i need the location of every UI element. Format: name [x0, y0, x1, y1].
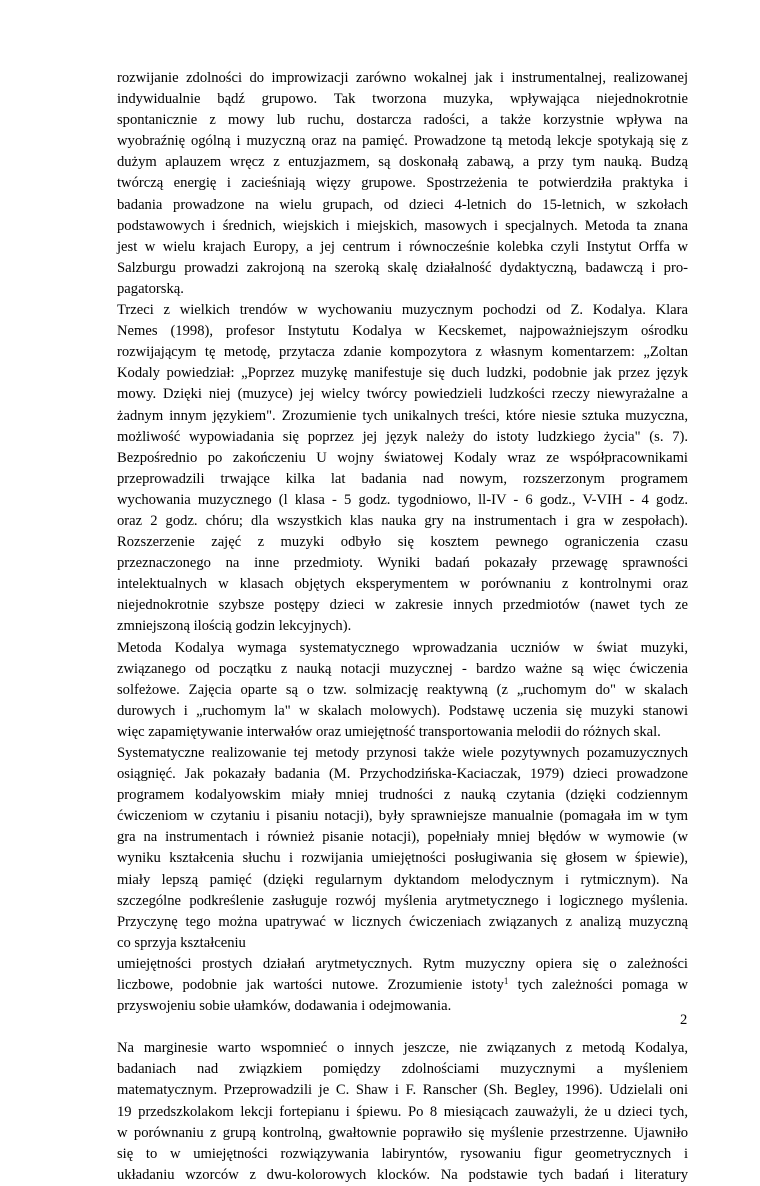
text-line: przeprowadzili trwające kilka lat badania nad nowym, rozszerzonym programem	[117, 470, 688, 487]
text-line: Systematyczne realizowanie tej metody przynosi także wiele pozytywnych pozamuzycznych	[117, 745, 688, 761]
text-line: podstawowych i średnich, wiejskich i miejskich, masowych i specjalnych. Metoda ta znana	[117, 217, 688, 234]
text-line: co sprzyja kształceniu	[117, 934, 246, 951]
text-line: osiągnięć. Jak pokazały badania (M. Przychodzińska-Kaciaczak, 1979) dzieci prowadzone	[117, 766, 688, 783]
text-line: dużym aplauzem wręcz z entuzjazmem, są doskonałą zabawą, a przy tym nauką. Budzą	[117, 154, 688, 171]
text-line: gra na instrumentach i również pisanie notacji), popełniały mniej błędów w wymowie (w	[117, 829, 688, 846]
text-line: solfeżowe. Zajęcia oparte są o tzw. solmizację reaktywną (z „ruchomym do" w skalach	[117, 681, 688, 698]
text-line: Nemes (1998), profesor Instytutu Kodalya w Kecskemet, najpoważniejszym ośrodku	[117, 323, 688, 340]
text-line: związanego od początku z nauką notacji muzycznej - bardzo ważne są więc ćwiczenia	[117, 660, 688, 677]
paragraph-margin-note	[117, 1038, 688, 1186]
footnote-marker[interactable]: 1	[503, 976, 509, 987]
text-line: układaniu wzorców z dwu-kolorowych klocków. Na podstawie tych badań i literatury	[117, 1166, 688, 1183]
paragraph-kodaly-method	[117, 638, 688, 743]
text-line: więc zapamiętywanie interwałów oraz umiejętność transportowania melodii do różnych skal.	[117, 723, 661, 740]
paragraph-kodaly-intro	[117, 300, 688, 638]
text-line: 19 przedszkolakom lekcji fortepianu i śpiewu. Po 8 miesiącach zauważyli, że u dzieci tych,	[117, 1103, 688, 1120]
text-line	[117, 975, 688, 996]
text-line: zmniejszoną ilością godzin lekcyjnych).	[117, 618, 352, 635]
text-line: możliwość wypowiadania się poprzez jej język należy do istoty ludzkiego życia" (s. 7).	[117, 428, 688, 445]
text-fragment: tych zależności pomaga w	[508, 977, 688, 994]
text-line: pagatorską.	[117, 280, 184, 297]
text-line: Metoda Kodalya wymaga systematycznego wprowadzania uczniów w świat muzyki,	[117, 639, 688, 656]
text-fragment: liczbowe, podobnie jak wartości nutowe. Zrozumienie istoty	[117, 977, 504, 994]
text-line: jest w wielu krajach Europy, a jej centrum i równocześnie kolebka czyli Instytut Orffa w	[117, 238, 688, 255]
paragraph-kodaly-results	[117, 743, 688, 954]
text-line: wychowania muzycznego (l klasa - 5 godz. tygodniowo, ll-IV - 6 godz., V-VIH - 4 godz.	[117, 491, 688, 508]
text-line: programem kodalyowskim miały mniej trudności z nauką czytania (dzięki codziennym	[117, 787, 688, 804]
text-line: szczególne podkreślenie zasługuje rozwój myślenia arytmetycznego i logicznego myślenia.	[117, 892, 688, 909]
text-line: rozwijającym tę metodę, przytacza zdanie kompozytora z własnym komentarzem: „Zoltan	[117, 344, 688, 361]
text-line: durowych i „ruchomym la" w skalach molowych). Podstawę uczenia się muzyki stanowi	[117, 702, 688, 719]
text-line: przyswojeniu sobie ułamków, dodawania i odejmowania.	[117, 998, 452, 1015]
text-line: rozwijanie zdolności do improwizacji zarówno wokalnej jak i instrumentalnej, realizowanej	[117, 70, 688, 86]
text-line: mowy. Dzięki niej (muzyce) jej wielcy twórcy powiedzieli ludzkości rzeczy niewyrażalne a	[117, 386, 688, 403]
text-line: ćwiczeniom w czytaniu i pisaniu notacji), były sprawniejsze manualnie (pomagała im w tym	[117, 808, 688, 825]
text-line: intelektualnych w klasach objętych eksperymentem w porównaniu z kontrolnymi oraz	[117, 576, 688, 593]
text-line: miały lepszą pamięć (dzięki regularnym dyktandom melodycznym i rytmicznym). Na	[117, 871, 688, 888]
text-line: Kodaly powiedział: „Poprzez muzykę manifestuje się duch ludzki, podobnie jak przez język	[117, 365, 688, 382]
text-line: indywidualnie bądź grupowo. Tak tworzona muzyka, wpływająca niejednokrotnie	[117, 91, 688, 108]
paragraph-orff	[117, 68, 688, 300]
text-line: Przyczynę tego można upatrywać w licznych ćwiczeniach związanych z analizą muzyczną	[117, 913, 688, 930]
text-line: Trzeci z wielkich trendów w wychowaniu muzycznym pochodzi od Z. Kodalya. Klara	[117, 302, 688, 319]
text-line: niejednokrotnie szybsze postępy dzieci w zakresie innych przedmiotów (nawet tych ze	[117, 597, 688, 614]
text-line: spontanicznie z mowy lub ruchu, dostarcza radości, a także korzystnie wpływa na	[117, 112, 688, 129]
text-line: badania prowadzone na wielu grupach, od dzieci 4-letnich do 15-letnich, w szkołach	[117, 196, 688, 213]
document-body	[117, 68, 688, 1186]
text-line: wyniku kształcenia słuchu i rozwijania umiejętności posługiwania się głosem w śpiewie),	[117, 850, 688, 867]
text-line: umiejętności prostych działań arytmetycznych. Rytm muzyczny opiera się o zależności	[117, 955, 688, 972]
text-line: w porównaniu z grupą kontrolną, gwałtownie poprawiło się myślenie przestrzenne. Ujawniło	[117, 1124, 688, 1141]
text-line: przeznaczonego na inne przedmioty. Wyniki badań pokazały przewagę sprawności	[117, 555, 688, 572]
paragraph-gap	[117, 1017, 688, 1038]
paragraph-arithmetic	[117, 954, 688, 1017]
text-line: Na marginesie warto wspomnieć o innych jeszcze, nie związanych z metodą Kodalya,	[117, 1040, 688, 1057]
text-line: badaniach nad związkiem pomiędzy zdolnościami muzycznymi a myśleniem	[117, 1061, 688, 1078]
text-line: Bezpośrednio po zakończeniu U wojny światowej Kodaly wraz ze współpracownikami	[117, 449, 688, 466]
text-line: Salzburgu prowadzi zakrojoną na szeroką skalę działalność dydaktyczną, badawczą i pro-	[117, 259, 688, 276]
text-line: oraz 2 godz. chóru; dla wszystkich klas nauka gry na instrumentach i gra w zespołach).	[117, 512, 688, 529]
text-line: się to w umiejętności rozwiązywania labiryntów, rysowaniu figur geometrycznych i	[117, 1145, 688, 1162]
text-line: matematycznym. Przeprowadzili je C. Shaw i F. Ranscher (Sh. Begley, 1996). Udzielali oni	[117, 1082, 688, 1099]
page-number: 2	[680, 1012, 688, 1028]
text-line: żadnym innym językiem". Zrozumienie tych unikalnych treści, które niesie sztuka muzyczna,	[117, 407, 688, 424]
text-line: wyobraźnię ogólną i muzyczną oraz na pamięć. Prowadzone tą metodą lekcje spotykają się z	[117, 133, 688, 150]
text-line: twórczą energię i zacieśniają więzy grupowe. Spostrzeżenia te potwierdziła praktyka i	[117, 175, 688, 192]
text-line: Rozszerzenie zajęć z muzyki odbyło się kosztem pewnego ograniczenia czasu	[117, 534, 688, 551]
